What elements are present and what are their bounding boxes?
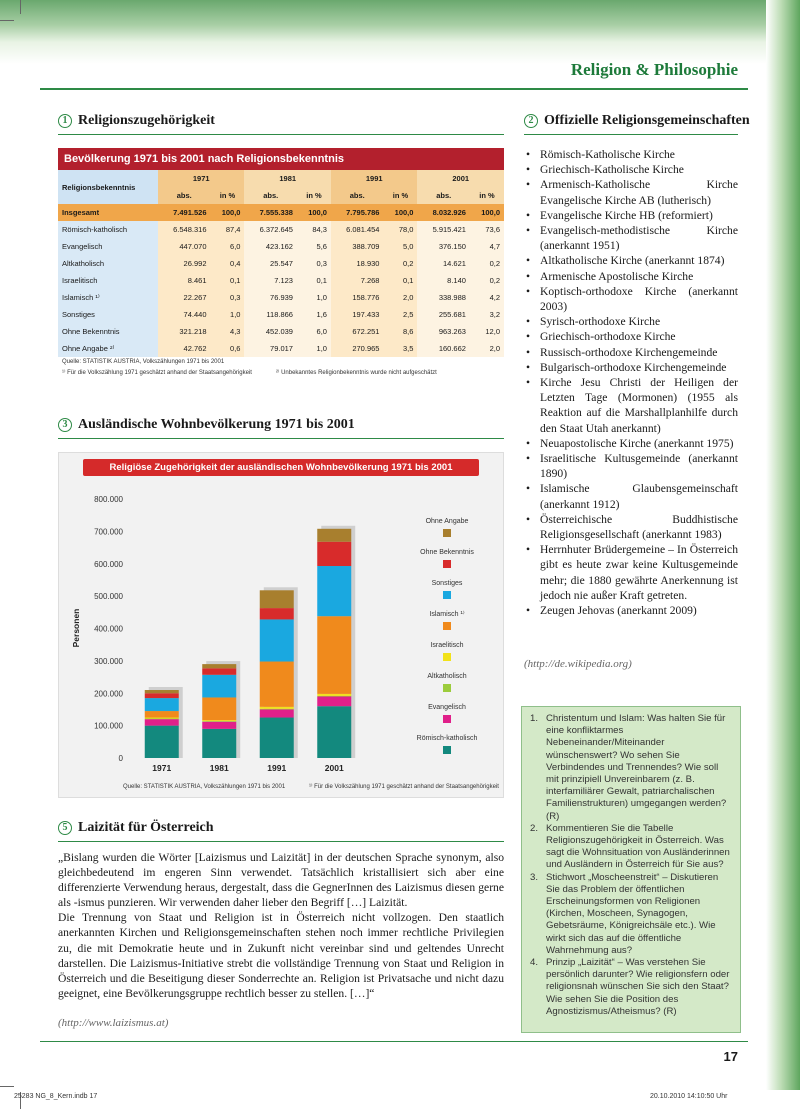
- section-number: 1: [58, 114, 72, 128]
- table-cell: 26.992: [158, 255, 211, 272]
- bar-segment: [145, 711, 179, 717]
- legend-label: Altkatholisch: [427, 673, 467, 680]
- table-row: [58, 306, 504, 323]
- list-item: • Bulgarisch-orthodoxe Kirchengemeinde: [524, 360, 738, 375]
- legend-swatch: [443, 529, 451, 537]
- bar-segment: [202, 729, 236, 758]
- section-title-text: Ausländische Wohnbevölkerung 1971 bis 2001: [78, 417, 355, 432]
- question-list: [522, 713, 733, 1018]
- table-cell: 3,5: [383, 340, 417, 357]
- table-cell: 158.776: [331, 289, 384, 306]
- section-title-text: Offizielle Religionsgemeinschaften: [544, 113, 750, 128]
- section-title: Religion & Philosophie: [570, 60, 738, 79]
- table-cell: 118.866: [244, 306, 297, 323]
- table-cell: 7.555.338: [244, 204, 297, 221]
- table-row: [58, 238, 504, 255]
- table-cell: 338.988: [417, 289, 470, 306]
- bar-segment: [145, 698, 179, 711]
- quote-paragraph: Die Trennung von Staat und Religion ist in Österreich nicht vollzogen. Den staatlich anerkannten Kirchen und Religionsgemeinschaften stehen noch immer rechtliche Privilegien zu, die mit Demokratie heute und in Zukunft nicht vereinbar sind und geltendes Unrecht darstellen. Die Laizismus-Initiative strebt die vollständige Trennung von Staat und Religion in Österreich und die Beseitigung dieser Sonderrechte an. Religion ist Privatsache und nicht dazu geeignet, eine Bevölkerungsgruppe rechtlich besser zu stellen. […]“: [58, 911, 504, 1000]
- table-cell: 76.939: [244, 289, 297, 306]
- table-cell: 7.123: [244, 272, 297, 289]
- table-cell: 388.709: [331, 238, 384, 255]
- table-cell: 100,0: [383, 204, 417, 221]
- sub-header: abs.: [417, 187, 470, 204]
- table-cell: 0,1: [211, 272, 245, 289]
- table-cell: 7.268: [331, 272, 384, 289]
- laizitaet-quote: [58, 850, 504, 1001]
- section-title-text: Laizität für Österreich: [78, 820, 214, 835]
- list-item: • Armenisch-Katholische Kirche Evangelische Kirche AB (lutherisch): [524, 177, 738, 207]
- header-band: [0, 0, 800, 42]
- bar-segment: [317, 566, 351, 616]
- list-item: • Römisch-Katholische Kirche: [524, 147, 738, 162]
- bar-segment: [145, 726, 179, 758]
- sub-header: in %: [383, 187, 417, 204]
- sub-header: in %: [470, 187, 504, 204]
- page-number: 17: [723, 1049, 738, 1064]
- legend-label: Sonstiges: [431, 580, 463, 587]
- table-cell: 6.548.316: [158, 221, 211, 238]
- legend-swatch: [443, 684, 451, 692]
- legend-swatch: [443, 560, 451, 568]
- question-item: [522, 823, 733, 872]
- bar-segment: [260, 590, 294, 608]
- table-cell: 2,5: [383, 306, 417, 323]
- table-cell: 8.032.926: [417, 204, 470, 221]
- table-cell: 0,2: [383, 255, 417, 272]
- question-number: 4.: [530, 957, 539, 969]
- bar-segment: [317, 616, 351, 694]
- table-cell: 25.547: [244, 255, 297, 272]
- bar-segment: [202, 697, 236, 720]
- table-cell: 0,1: [297, 272, 331, 289]
- bar-segment: [202, 722, 236, 729]
- bar-segment: [260, 619, 294, 661]
- legend-swatch: [443, 622, 451, 630]
- chart-source: Quelle: STATISTIK AUSTRIA, Volkszählungen 1971 bis 2001: [123, 784, 286, 790]
- question-number: 3.: [530, 871, 539, 883]
- right-edge-band: [766, 0, 800, 1090]
- bar-segment: [260, 707, 294, 709]
- list-item: • Israelitische Kultusgemeinde (anerkannt 1890): [524, 451, 738, 481]
- table-cell: 0,3: [211, 289, 245, 306]
- chart-container: [58, 452, 504, 798]
- question-text: Prinzip „Laizität“ – Was verstehen Sie persönlich darunter? Wie religionsfern oder religionsnah wünschen Sie sich den Staat? Wie sehen Sie die Position des Agnostizismus/Atheismus? (R): [546, 957, 730, 1017]
- table-title: Bevölkerung 1971 bis 2001 nach Religionsbekenntnis: [58, 148, 504, 170]
- table-cell: 7.491.526: [158, 204, 211, 221]
- question-number: 1.: [530, 713, 539, 724]
- legend-label: Israelitisch: [430, 642, 464, 649]
- table-cell: 321.218: [158, 323, 211, 340]
- sub-header: in %: [297, 187, 331, 204]
- y-axis-label: Personen: [71, 608, 81, 648]
- table-row: [58, 289, 504, 306]
- sub-header: abs.: [158, 187, 211, 204]
- y-tick-label: 500.000: [94, 592, 123, 602]
- table-cell: 6,0: [211, 238, 245, 255]
- section-3-heading: [58, 417, 355, 433]
- bar-segment: [317, 696, 351, 697]
- row-label: Insgesamt: [58, 204, 158, 221]
- religion-table-block: [58, 148, 504, 378]
- list-item: • Neuapostolische Kirche (anerkannt 1975): [524, 436, 738, 451]
- crop-mark: [0, 20, 14, 21]
- table-cell: 74.440: [158, 306, 211, 323]
- table-cell: 270.965: [331, 340, 384, 357]
- year-header: 1981: [244, 170, 330, 187]
- table-cell: 376.150: [417, 238, 470, 255]
- table-cell: 22.267: [158, 289, 211, 306]
- bar-segment: [260, 608, 294, 619]
- table-row: [58, 340, 504, 357]
- table-cell: 452.039: [244, 323, 297, 340]
- table-cell: 0,2: [470, 255, 504, 272]
- row-label: Ohne Angabe ²⁾: [58, 340, 158, 357]
- question-text: Stichwort „Moscheenstreit“ – Diskutieren Sie das Problem der öffentlichen Erscheinungsformen von Religionen (Kirchen, Moscheen, Synagogen, Gebetsräume, Königreichsäle etc.). Wie wirkt sich das auf die öffentliche Wahrnehmung aus?: [546, 871, 719, 956]
- legend-label: Ohne Bekenntnis: [420, 549, 474, 556]
- question-text: Kommentieren Sie die Tabelle Religionszugehörigkeit in Österreich. Was sagt die Wohnsituation von Ausländerinnen und Ausländern in Österreich für Sie aus?: [546, 822, 730, 871]
- table-cell: 423.162: [244, 238, 297, 255]
- year-header: 1991: [331, 170, 417, 187]
- list-item: • Russisch-orthodoxe Kirchengemeinde: [524, 345, 738, 360]
- table-cell: 8.140: [417, 272, 470, 289]
- y-tick-label: 300.000: [94, 656, 123, 666]
- section-1-heading: [58, 113, 215, 129]
- chart-title: Religiöse Zugehörigkeit der ausländischen Wohnbevölkerung 1971 bis 2001: [83, 459, 479, 476]
- table-cell: 100,0: [297, 204, 331, 221]
- table-cell: 2,0: [470, 340, 504, 357]
- table-row: [58, 221, 504, 238]
- bar-segment: [145, 690, 179, 693]
- bar-segment: [202, 668, 236, 674]
- bar-segment: [202, 675, 236, 698]
- table-total-row: [58, 204, 504, 221]
- bar-segment: [260, 709, 294, 717]
- section-title-text: Religionszugehörigkeit: [78, 113, 215, 128]
- table-cell: 1,0: [297, 340, 331, 357]
- year-header: 2001: [417, 170, 504, 187]
- table-cell: 0,3: [297, 255, 331, 272]
- table-cell: 6.372.645: [244, 221, 297, 238]
- y-tick-label: 800.000: [94, 495, 123, 504]
- table-cell: 42.762: [158, 340, 211, 357]
- table-cell: 0,4: [211, 255, 245, 272]
- bar-segment: [145, 719, 179, 725]
- table-cell: 100,0: [211, 204, 245, 221]
- table-cell: 1,0: [211, 306, 245, 323]
- legend-swatch: [443, 715, 451, 723]
- table-cell: 4,3: [211, 323, 245, 340]
- section-number: 3: [58, 418, 72, 432]
- section-rule: [58, 438, 504, 439]
- bar-segment: [202, 664, 236, 668]
- x-tick-label: 2001: [324, 763, 344, 773]
- y-tick-label: 0: [118, 754, 123, 763]
- table-cell: 87,4: [211, 221, 245, 238]
- bar-segment: [317, 542, 351, 566]
- table-cell: 4,2: [470, 289, 504, 306]
- bar-segment: [260, 718, 294, 758]
- row-label: Evangelisch: [58, 238, 158, 255]
- table-cell: 5,0: [383, 238, 417, 255]
- table-cell: 84,3: [297, 221, 331, 238]
- table-cell: 1,0: [297, 289, 331, 306]
- table-cell: 5.915.421: [417, 221, 470, 238]
- table-cell: 3,2: [470, 306, 504, 323]
- quote-paragraph: „Bislang wurden die Wörter [Laizismus und Laizität] in der deutschen Sprache synonym, also gleichbedeutend im engeren Sinn verwendet. Tatsächlich kristallisiert sich aber eine differenzierte Verwendung heraus, dergestalt, dass die GegnerInnen des Laizismus diesen gerne als -ismus punzieren. Wir verwenden daher lieber den Begriff […] Laizität.: [58, 851, 504, 910]
- question-item: [522, 713, 733, 823]
- table-cell: 1,6: [297, 306, 331, 323]
- sub-header: in %: [211, 187, 245, 204]
- quote-source: (http://www.laizismus.at): [58, 1017, 169, 1029]
- crop-mark: [20, 0, 21, 14]
- stacked-bar-chart: [59, 453, 505, 799]
- bar-segment: [260, 662, 294, 707]
- x-tick-label: 1991: [267, 763, 287, 773]
- question-item: [522, 872, 733, 957]
- table-cell: 4,7: [470, 238, 504, 255]
- table-cell: 447.070: [158, 238, 211, 255]
- table-cell: 12,0: [470, 323, 504, 340]
- y-tick-label: 700.000: [94, 527, 123, 537]
- list-item: • Evangelische Kirche HB (reformiert): [524, 208, 738, 223]
- year-header: 1971: [158, 170, 244, 187]
- table-note: ¹⁾ Für die Volkszählung 1971 geschätzt anhand der Staatsangehörigkeit: [62, 370, 252, 376]
- table-cell: 197.433: [331, 306, 384, 323]
- table-cell: 73,6: [470, 221, 504, 238]
- list-item: • Evangelisch-methodistische Kirche (anerkannt 1951): [524, 223, 738, 253]
- footer-rule: [40, 1041, 748, 1042]
- question-number: 2.: [530, 822, 539, 834]
- table-body: [58, 221, 504, 357]
- list-item: • Islamische Glaubensgemeinschaft (anerkannt 1912): [524, 481, 738, 511]
- row-header: Religionsbekenntnis: [58, 170, 158, 204]
- table-cell: 0,6: [211, 340, 245, 357]
- y-tick-label: 200.000: [94, 689, 123, 699]
- table-cell: 100,0: [470, 204, 504, 221]
- table-note: ²⁾ Unbekanntes Religionbekenntnis wurde nicht aufgeschätzt: [275, 370, 437, 376]
- list-source: (http://de.wikipedia.org): [524, 658, 632, 670]
- list-item: • Altkatholische Kirche (anerkannt 1874): [524, 253, 738, 268]
- table-row: [58, 272, 504, 289]
- section-5-heading: [58, 820, 214, 836]
- table-cell: 5,6: [297, 238, 331, 255]
- table-row: [58, 323, 504, 340]
- table-cell: 78,0: [383, 221, 417, 238]
- list-item: • Koptisch-orthodoxe Kirche (anerkannt 2003): [524, 284, 738, 314]
- legend-swatch: [443, 653, 451, 661]
- table-cell: 0,1: [383, 272, 417, 289]
- table-cell: 2,0: [383, 289, 417, 306]
- row-label: Altkatholisch: [58, 255, 158, 272]
- table-cell: 14.621: [417, 255, 470, 272]
- sub-header: abs.: [331, 187, 384, 204]
- bar-segment: [145, 719, 179, 720]
- table-cell: 160.662: [417, 340, 470, 357]
- table-cell: 6,0: [297, 323, 331, 340]
- bar-segment: [202, 720, 236, 721]
- row-label: Römisch-katholisch: [58, 221, 158, 238]
- bar-segment: [317, 696, 351, 706]
- row-label: Islamisch ¹⁾: [58, 289, 158, 306]
- list-item: • Griechisch-orthodoxe Kirche: [524, 329, 738, 344]
- bar-segment: [145, 693, 179, 698]
- question-text: Christentum und Islam: Was halten Sie für eine konfliktarmes Nebeneinander/Miteinander wünschenswert? Wo sehen Sie Verbindendes und Trennendes? Wie soll mit prinzipiell Unvereinbarem (z. B. interfamiliärer Gewalt, patriarchalischen Familienstrukturen) umgegangen werden? (R): [546, 713, 727, 822]
- bar-segment: [317, 529, 351, 542]
- bar-segment: [317, 706, 351, 758]
- bar-segment: [317, 694, 351, 696]
- row-label: Israelitisch: [58, 272, 158, 289]
- legend-label: Evangelisch: [428, 704, 466, 711]
- question-item: [522, 957, 733, 1018]
- section-2-heading: [524, 113, 750, 129]
- x-tick-label: 1981: [209, 763, 229, 773]
- y-tick-label: 600.000: [94, 559, 123, 569]
- y-tick-label: 400.000: [94, 624, 123, 634]
- table-cell: 8.461: [158, 272, 211, 289]
- section-rule: [524, 134, 738, 135]
- list-item: • Herrnhuter Brüdergemeine – In Österreich gibt es heute zwar keine Kultusgemeinde mehr; die 1880 gewährte Anerkennung ist jedoch nie außer Kraft getreten.: [524, 542, 738, 603]
- table-notes: [58, 367, 504, 378]
- bar-segment: [145, 718, 179, 719]
- crop-mark: [0, 1086, 14, 1087]
- table-cell: 79.017: [244, 340, 297, 357]
- list-item: • Armenische Apostolische Kirche: [524, 269, 738, 284]
- print-info-right: 20.10.2010 14:10:50 Uhr: [650, 1093, 728, 1100]
- legend-label: Ohne Angabe: [425, 518, 469, 525]
- row-label: Sonstiges: [58, 306, 158, 323]
- list-item: • Syrisch-orthodoxe Kirche: [524, 314, 738, 329]
- section-rule: [58, 841, 504, 842]
- table-cell: 7.795.786: [331, 204, 384, 221]
- y-tick-label: 100.000: [94, 721, 123, 731]
- legend-label: Islamisch ¹⁾: [429, 611, 465, 618]
- table-cell: 0,2: [470, 272, 504, 289]
- table-row: [58, 255, 504, 272]
- section-number: 2: [524, 114, 538, 128]
- row-label: Ohne Bekenntnis: [58, 323, 158, 340]
- list-item: • Zeugen Jehovas (anerkannt 2009): [524, 603, 738, 618]
- list-item: • Kirche Jesu Christi der Heiligen der Letzten Tage (Mormonen) (1955 als Reaktion auf die Marshallplanhilfe durch den Staat Utah anerkannt): [524, 375, 738, 436]
- x-tick-label: 1971: [152, 763, 172, 773]
- sub-header: abs.: [244, 187, 297, 204]
- legend-label: Römisch-katholisch: [416, 735, 478, 742]
- print-info-left: 25283 NG_8_Kern.indb 17: [14, 1093, 98, 1100]
- list-item: • Österreichische Buddhistische Religionsgesellschaft (anerkannt 1983): [524, 512, 738, 542]
- section-number: 5: [58, 821, 72, 835]
- table-cell: 18.930: [331, 255, 384, 272]
- table-source: Quelle: STATISTIK AUSTRIA, Volkszählungen 1971 bis 2001: [62, 359, 225, 365]
- questions-box: [521, 706, 741, 1033]
- bar-segment: [260, 709, 294, 710]
- bar-segment: [202, 721, 236, 722]
- table-cell: 963.263: [417, 323, 470, 340]
- religion-table: [58, 170, 504, 357]
- table-cell: 255.681: [417, 306, 470, 323]
- religion-list: [524, 147, 738, 618]
- table-cell: 672.251: [331, 323, 384, 340]
- section-rule: [58, 134, 504, 135]
- table-cell: 8,6: [383, 323, 417, 340]
- header-rule: [40, 88, 748, 90]
- legend-swatch: [443, 591, 451, 599]
- list-item: • Griechisch-Katholische Kirche: [524, 162, 738, 177]
- chart-note: ¹⁾ Für die Volkszählung 1971 geschätzt anhand der Staatsangehörigkeit: [309, 784, 499, 790]
- table-cell: 6.081.454: [331, 221, 384, 238]
- legend-swatch: [443, 746, 451, 754]
